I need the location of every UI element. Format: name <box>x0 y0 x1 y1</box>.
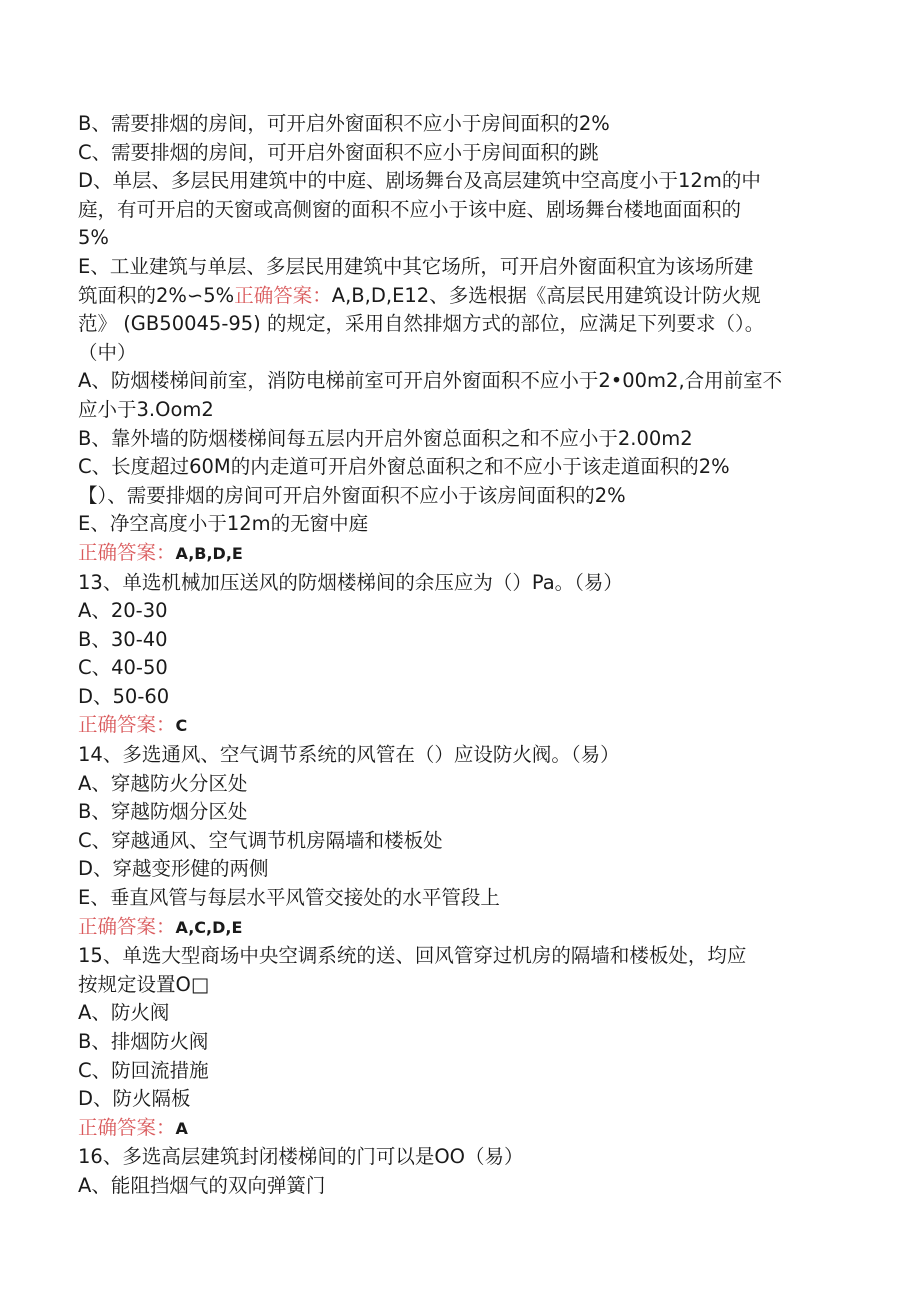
answer-and-question-12: A,B,D,E12、多选根据《高层民用建筑设计防火规 <box>331 283 761 307</box>
q12-option-d: 【）、需要排烟的房间可开启外窗面积不应小于该房间面积的2% <box>78 483 626 507</box>
question-13: 13、单选机械加压送风的防烟楼梯间的余压应为（）Pa。（易） <box>78 570 623 594</box>
q14-option-c: C、穿越通风、空气调节机房隔墙和楼板处 <box>78 828 443 852</box>
q13-option-a: A、20-30 <box>78 599 168 623</box>
option-b-line: B、需要排烟的房间，可开启外窗面积不应小于房间面积的2% <box>78 112 610 135</box>
q14-answer <box>78 913 848 943</box>
question-12-cont-line: 范》 (GB50045-95) 的规定，采用自然排烟方式的部位，应满足下列要求（）。 <box>78 312 765 336</box>
answer-value: A <box>175 1118 188 1138</box>
option-d-cont-line-2: 5% <box>78 226 109 250</box>
option-e-cont: 筑面积的2%∽5% <box>78 283 235 307</box>
q15-option-b: B、排烟防火阀 <box>78 1030 209 1053</box>
question-14: 14、多选通风、空气调节系统的风管在（）应设防火阀。（易） <box>78 743 620 767</box>
q15-option-a: A、防火阀 <box>78 1001 170 1025</box>
question-15-cont: 按规定设置O□ <box>78 972 210 996</box>
answer-value: C <box>175 716 188 736</box>
question-15: 15、单选大型商场中央空调系统的送、回风管穿过机房的隔墙和楼板处，均应 <box>78 944 747 968</box>
q14-option-b: B、穿越防烟分区处 <box>78 800 248 824</box>
option-e-answer-q12-line <box>78 282 848 311</box>
q16-option-a: A、能阻挡烟气的双向弹簧门 <box>78 1173 326 1197</box>
answer-value: A,C,D,E <box>175 917 243 937</box>
document-body <box>78 110 848 1201</box>
q12-option-a-cont: 应小于3.Oom2 <box>78 397 214 421</box>
q14-option-d: D、穿越变形健的两侧 <box>78 857 269 881</box>
answer-label: 正确答案： <box>78 713 176 737</box>
q12-answer <box>78 539 848 569</box>
answer-label: 正确答案： <box>78 914 176 938</box>
q14-option-e: E、垂直风管与每层水平风管交接处的水平管段上 <box>78 886 500 910</box>
q12-option-e: E、净空高度小于12m的无窗中庭 <box>78 512 369 536</box>
answer-value: A,B,D,E <box>175 543 243 563</box>
option-e-line: E、工业建筑与单层、多层民用建筑中其它场所，可开启外窗面积宜为该场所建 <box>78 254 754 278</box>
option-d-line: D、单层、多层民用建筑中的中庭、剧场舞台及高层建筑中空高度小于12m的中 <box>78 169 761 193</box>
answer-label: 正确答案： <box>78 1115 176 1139</box>
q12-option-a: A、防烟楼梯间前室，消防电梯前室可开启外窗面积不应小于2•00m2,合用前室不 <box>78 369 783 393</box>
q15-answer <box>78 1114 848 1144</box>
q13-option-d: D、50-60 <box>78 684 170 708</box>
answer-label: 正确答案： <box>234 283 332 307</box>
question-12-difficulty: （中） <box>78 340 137 364</box>
q12-option-b: B、靠外墙的防烟楼梯间每五层内开启外窗总面积之和不应小于2.00m2 <box>78 426 693 450</box>
q12-option-c: C、长度超过60M的内走道可开启外窗总面积之和不应小于该走道面积的2% <box>78 455 730 479</box>
question-16: 16、多选高层建筑封闭楼梯间的门可以是OO（易） <box>78 1145 524 1169</box>
q14-option-a: A、穿越防火分区处 <box>78 771 248 795</box>
answer-label: 正确答案： <box>78 540 176 564</box>
q13-option-b: B、30-40 <box>78 627 168 651</box>
q15-option-d: D、防火隔板 <box>78 1087 191 1111</box>
q13-answer <box>78 711 848 741</box>
q13-option-c: C、40-50 <box>78 656 168 680</box>
option-d-cont-line: 庭，有可开启的天窗或高侧窗的面积不应小于该中庭、剧场舞台楼地面面积的 <box>78 197 742 221</box>
q15-option-c: C、防回流措施 <box>78 1058 209 1082</box>
option-c-line: C、需要排烟的房间，可开启外窗面积不应小于房间面积的跳 <box>78 140 599 164</box>
